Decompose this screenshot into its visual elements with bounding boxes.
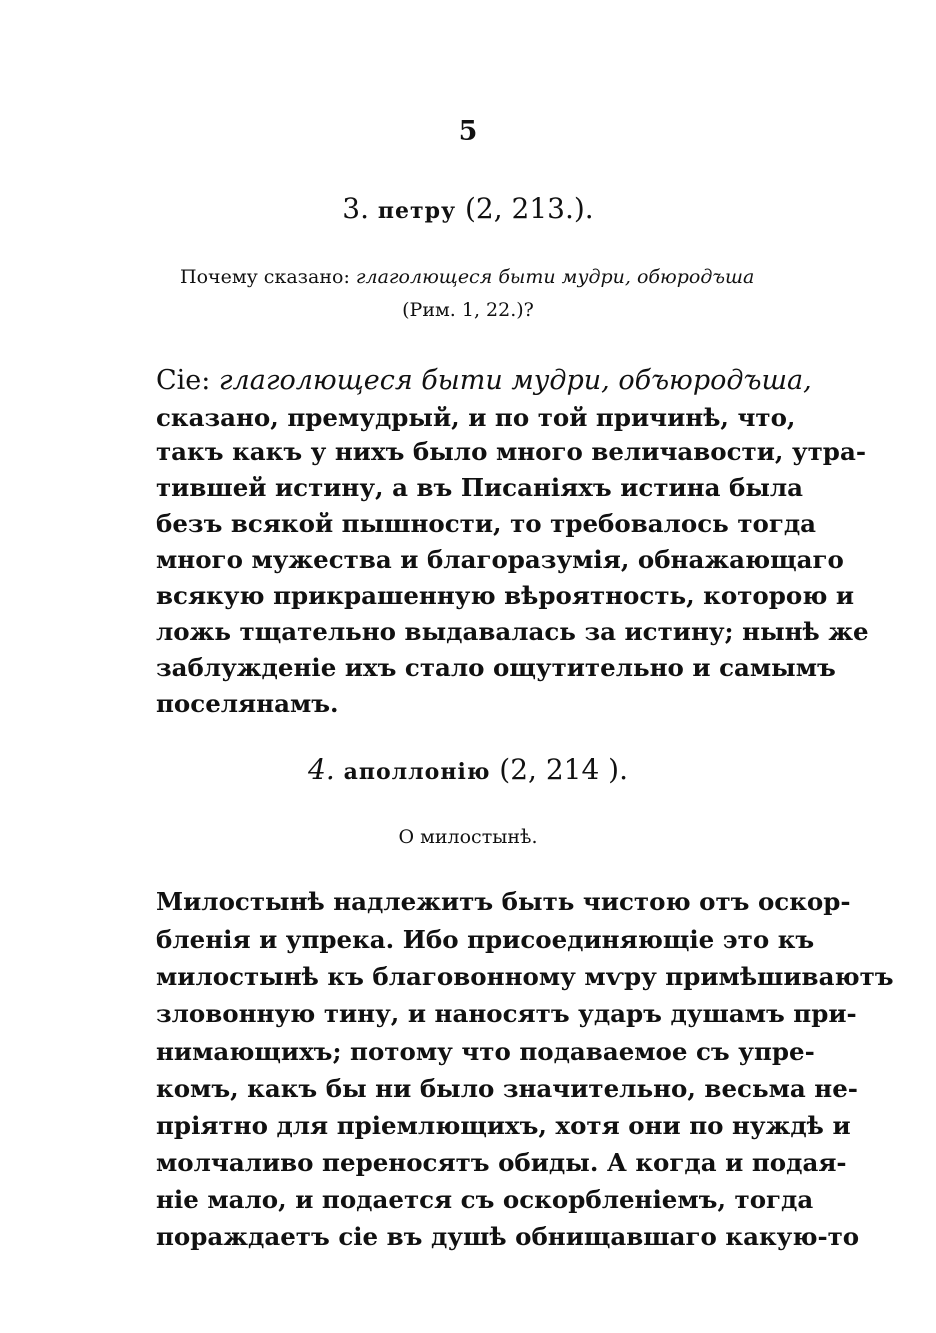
section-3-line: поселянамъ.	[156, 689, 339, 718]
section-3-line: такъ какъ у нихъ было много величавости, утра-	[156, 437, 866, 466]
section-4-line: бленія и упрека. Ибо присоединяющіе это къ	[156, 925, 815, 954]
section-3-line	[156, 363, 812, 399]
line-italic-quote: глаголющеся быти мудри, объюродъша,	[218, 365, 812, 396]
section-4-line: Милостынѣ надлежитъ быть чистою отъ оскор-	[156, 887, 851, 916]
section-3-line: безъ всякой пышности, то требовалось тогда	[156, 509, 817, 538]
section-4-line: нимающихъ; потому что подаваемое съ упре-	[156, 1037, 815, 1066]
section-4-line: зловонную тину, и наносятъ ударъ душамъ при-	[156, 999, 857, 1028]
section-3-heading	[0, 192, 936, 225]
section-3-number: 3.	[342, 192, 369, 225]
section-4-number: 4.	[308, 753, 335, 786]
section-3-line: ложь тщательно выдавалась за истину; нынѣ же	[156, 617, 869, 646]
section-3-name: петру	[377, 198, 457, 224]
section-4-line: пораждаетъ сіе въ душѣ обнищавшаго какую-то	[156, 1222, 860, 1251]
section-4-line: пріятно для пріемлющихъ, хотя они по нуждѣ и	[156, 1111, 851, 1140]
question-prefix: Почему сказано:	[180, 266, 350, 288]
section-4-line: молчаливо переносятъ обиды. А когда и подая-	[156, 1148, 847, 1177]
section-3-line: тившей истину, а въ Писаніяхъ истина была	[156, 473, 804, 502]
section-3-line: сказано, премудрый, и по той причинѣ, что,	[156, 403, 796, 432]
section-3-ref: (2, 213.).	[465, 192, 594, 225]
section-4-ref: (2, 214 ).	[499, 753, 628, 786]
section-4-subtitle: О милостынѣ.	[398, 826, 538, 848]
section-4-heading	[0, 753, 936, 786]
section-4-line: ніе мало, и подается съ оскорбленіемъ, тогда	[156, 1185, 814, 1214]
section-4-line: комъ, какъ бы ни было значительно, весьма не-	[156, 1074, 858, 1103]
section-4-line: милостынѣ къ благовонному мѵру примѣшиваютъ	[156, 962, 894, 991]
question-ref: (Рим. 1, 22.)?	[402, 299, 534, 321]
section-3-question	[180, 266, 754, 288]
section-3-line: заблужденіе ихъ стало ощутительно и самымъ	[156, 653, 836, 682]
section-3-line: много мужества и благоразумія, обнажающаго	[156, 545, 844, 574]
section-3-line: всякую прикрашенную вѣроятность, которою и	[156, 581, 855, 610]
line-lead: Cie:	[156, 365, 211, 396]
page-number: 5	[458, 116, 478, 147]
section-4-name: аполлонію	[343, 759, 491, 785]
question-quote: глаголющеся быти мудри, обюродъша	[355, 266, 755, 288]
